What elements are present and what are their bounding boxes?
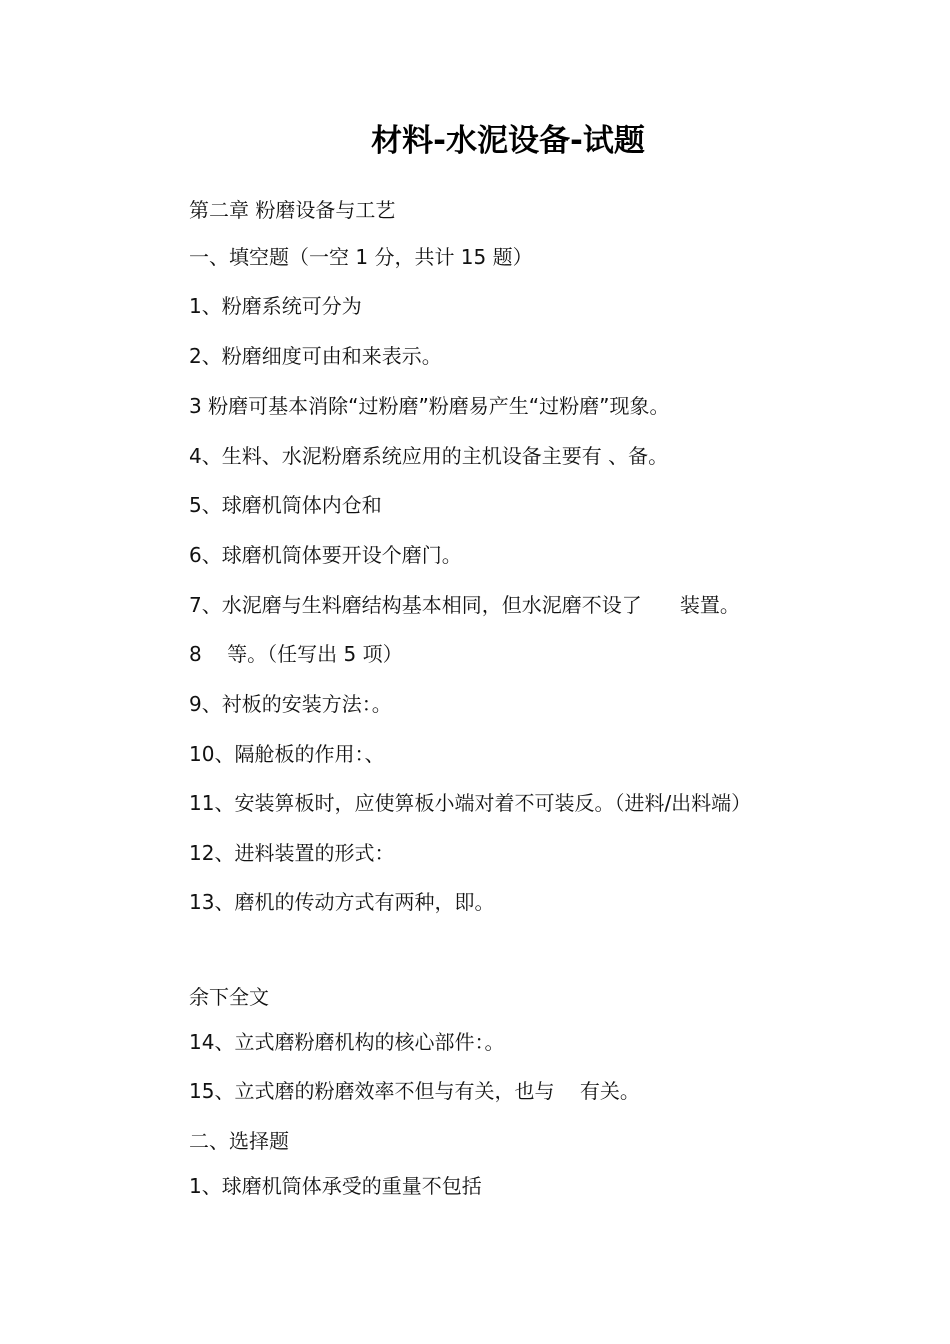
section-heading-choice: 二、选择题 [189,1129,289,1153]
question-line: 6、球磨机筒体要开设个磨门。 [189,543,462,567]
question-line: 9、衬板的安装方法：。 [189,692,392,716]
section-heading-fill-in: 一、填空题（一空 1 分，共计 15 题） [189,245,533,269]
question-line: 4、生料、水泥粉磨系统应用的主机设备主要有 、备。 [189,444,669,468]
question-line: 1、粉磨系统可分为 [189,294,362,318]
question-line: 2、粉磨细度可由和来表示。 [189,344,442,368]
question-line: 7、水泥磨与生料磨结构基本相同，但水泥磨不设了 装置。 [189,593,740,617]
question-line: 12、进料装置的形式： [189,841,395,865]
read-more-link[interactable]: 余下全文 [189,985,269,1009]
question-line: 3 粉磨可基本消除“过粉磨”粉磨易产生“过粉磨”现象。 [189,394,670,418]
question-line: 5、球磨机筒体内仓和 [189,493,382,517]
question-line: 1、球磨机筒体承受的重量不包括 [189,1174,482,1198]
question-line: 15、立式磨的粉磨效率不但与有关，也与 有关。 [189,1079,640,1103]
chapter-heading: 第二章 粉磨设备与工艺 [189,198,396,222]
question-line: 13、磨机的传动方式有两种，即。 [189,890,495,914]
question-line: 11、安装箅板时，应使箅板小端对着不可装反。（进料/出料端） [189,791,752,815]
question-line: 8 等。（任写出 5 项） [189,642,403,666]
document-title: 材料-水泥设备-试题 [371,123,645,159]
question-line: 10、隔舱板的作用：、 [189,742,385,766]
question-line: 14、立式磨粉磨机构的核心部件：。 [189,1030,505,1054]
